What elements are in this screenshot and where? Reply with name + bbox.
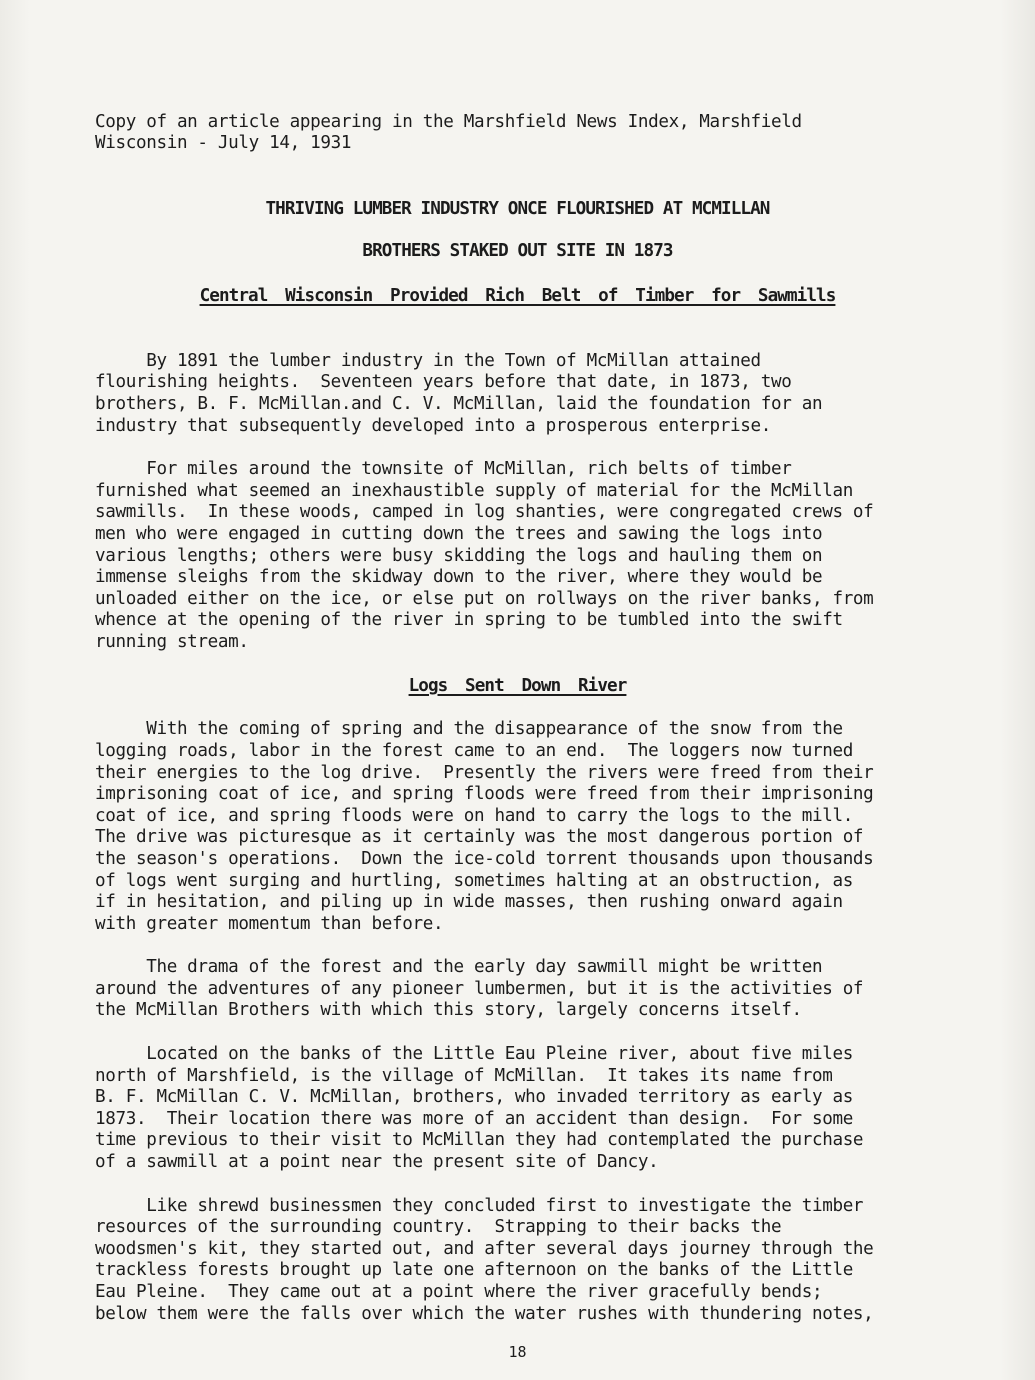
paragraph-line: various lengths; others were busy skidding the logs and hauling them on bbox=[95, 546, 823, 566]
paragraph-line: men who were engaged in cutting down the trees and sawing the logs into bbox=[95, 524, 823, 544]
paragraph-line: industry that subsequently developed into a prosperous enterprise. bbox=[95, 416, 771, 436]
paragraph-line: Eau Pleine. They came out at a point where the river gracefully bends; bbox=[95, 1282, 823, 1302]
paragraph-line: around the adventures of any pioneer lumbermen, but it is the activities of bbox=[95, 979, 864, 999]
paragraph-line: The drive was picturesque as it certainly was the most dangerous portion of bbox=[95, 827, 864, 847]
headline-subtitle: BROTHERS STAKED OUT SITE IN 1873 bbox=[362, 241, 673, 261]
paragraph-line: of logs went surging and hurtling, sometimes halting at an obstruction, as bbox=[95, 871, 853, 891]
paragraph-line: woodsmen's kit, they started out, and after several days journey through the bbox=[95, 1239, 874, 1259]
paragraph-line: of a sawmill at a point near the present site of Dancy. bbox=[95, 1152, 659, 1172]
paragraph-line: north of Marshfield, is the village of McMillan. It takes its name from bbox=[95, 1066, 833, 1086]
paragraph-line: logging roads, labor in the forest came to an end. The loggers now turned bbox=[95, 741, 853, 761]
paragraph-line: furnished what seemed an inexhaustible supply of material for the McMillan bbox=[95, 481, 853, 501]
paragraph-line: 1873. Their location there was more of an accident than design. For some bbox=[95, 1109, 853, 1129]
paragraph-line: Located on the banks of the Little Eau Pleine river, about five miles bbox=[95, 1044, 853, 1064]
paragraph-line: Like shrewd businessmen they concluded first to investigate the timber bbox=[95, 1196, 864, 1216]
headline-deck: Central Wisconsin Provided Rich Belt of Timber for Sawmills bbox=[199, 286, 836, 306]
paragraph-line: their energies to the log drive. Presently the rivers were freed from their bbox=[95, 763, 874, 783]
headline-title: THRIVING LUMBER INDUSTRY ONCE FLOURISHED AT MCMILLAN bbox=[265, 199, 770, 219]
paragraph-line: The drama of the forest and the early day sawmill might be written bbox=[95, 957, 823, 977]
paragraph-line: with greater momentum than before. bbox=[95, 914, 444, 934]
header-line-1: Copy of an article appearing in the Marshfield News Index, Marshfield bbox=[95, 112, 802, 132]
paragraph-line: whence at the opening of the river in spring to be tumbled into the swift bbox=[95, 610, 843, 630]
paragraph-line: below them were the falls over which the water rushes with thundering notes, bbox=[95, 1304, 874, 1324]
paragraph-line: trackless forests brought up late one afternoon on the banks of the Little bbox=[95, 1260, 853, 1280]
paragraph-line: the McMillan Brothers with which this story, largely concerns itself. bbox=[95, 1000, 802, 1020]
page-number: 18 bbox=[508, 1343, 527, 1361]
paragraph-line: unloaded either on the ice, or else put on rollways on the river banks, from bbox=[95, 589, 874, 609]
header-line-2: Wisconsin - July 14, 1931 bbox=[95, 133, 352, 153]
paragraph-line: flourishing heights. Seventeen years before that date, in 1873, two bbox=[95, 372, 792, 392]
paragraph-line: if in hesitation, and piling up in wide masses, then rushing onward again bbox=[95, 892, 843, 912]
paragraph-line: resources of the surrounding country. Strapping to their backs the bbox=[95, 1217, 782, 1237]
paragraph-line: brothers, B. F. McMillan.and C. V. McMillan, laid the foundation for an bbox=[95, 394, 823, 414]
paragraph-line: time previous to their visit to McMillan they had contemplated the purchase bbox=[95, 1130, 864, 1150]
paragraph-line: running stream. bbox=[95, 632, 249, 652]
paragraph-line: imprisoning coat of ice, and spring floods were freed from their imprisoning bbox=[95, 784, 874, 804]
paragraph-line: By 1891 the lumber industry in the Town of McMillan attained bbox=[95, 351, 761, 371]
paragraph-line: For miles around the townsite of McMillan, rich belts of timber bbox=[95, 459, 792, 479]
paragraph-line: With the coming of spring and the disappearance of the snow from the bbox=[95, 719, 843, 739]
section-subhead: Logs Sent Down River bbox=[408, 676, 627, 696]
paragraph-line: sawmills. In these woods, camped in log shanties, were congregated crews of bbox=[95, 502, 874, 522]
paragraph-line: coat of ice, and spring floods were on hand to carry the logs to the mill. bbox=[95, 806, 853, 826]
paragraph-line: the season's operations. Down the ice-cold torrent thousands upon thousands bbox=[95, 849, 874, 869]
paragraph-line: B. F. McMillan C. V. McMillan, brothers, who invaded territory as early as bbox=[95, 1087, 853, 1107]
paragraph-line: immense sleighs from the skidway down to the river, where they would be bbox=[95, 567, 823, 587]
